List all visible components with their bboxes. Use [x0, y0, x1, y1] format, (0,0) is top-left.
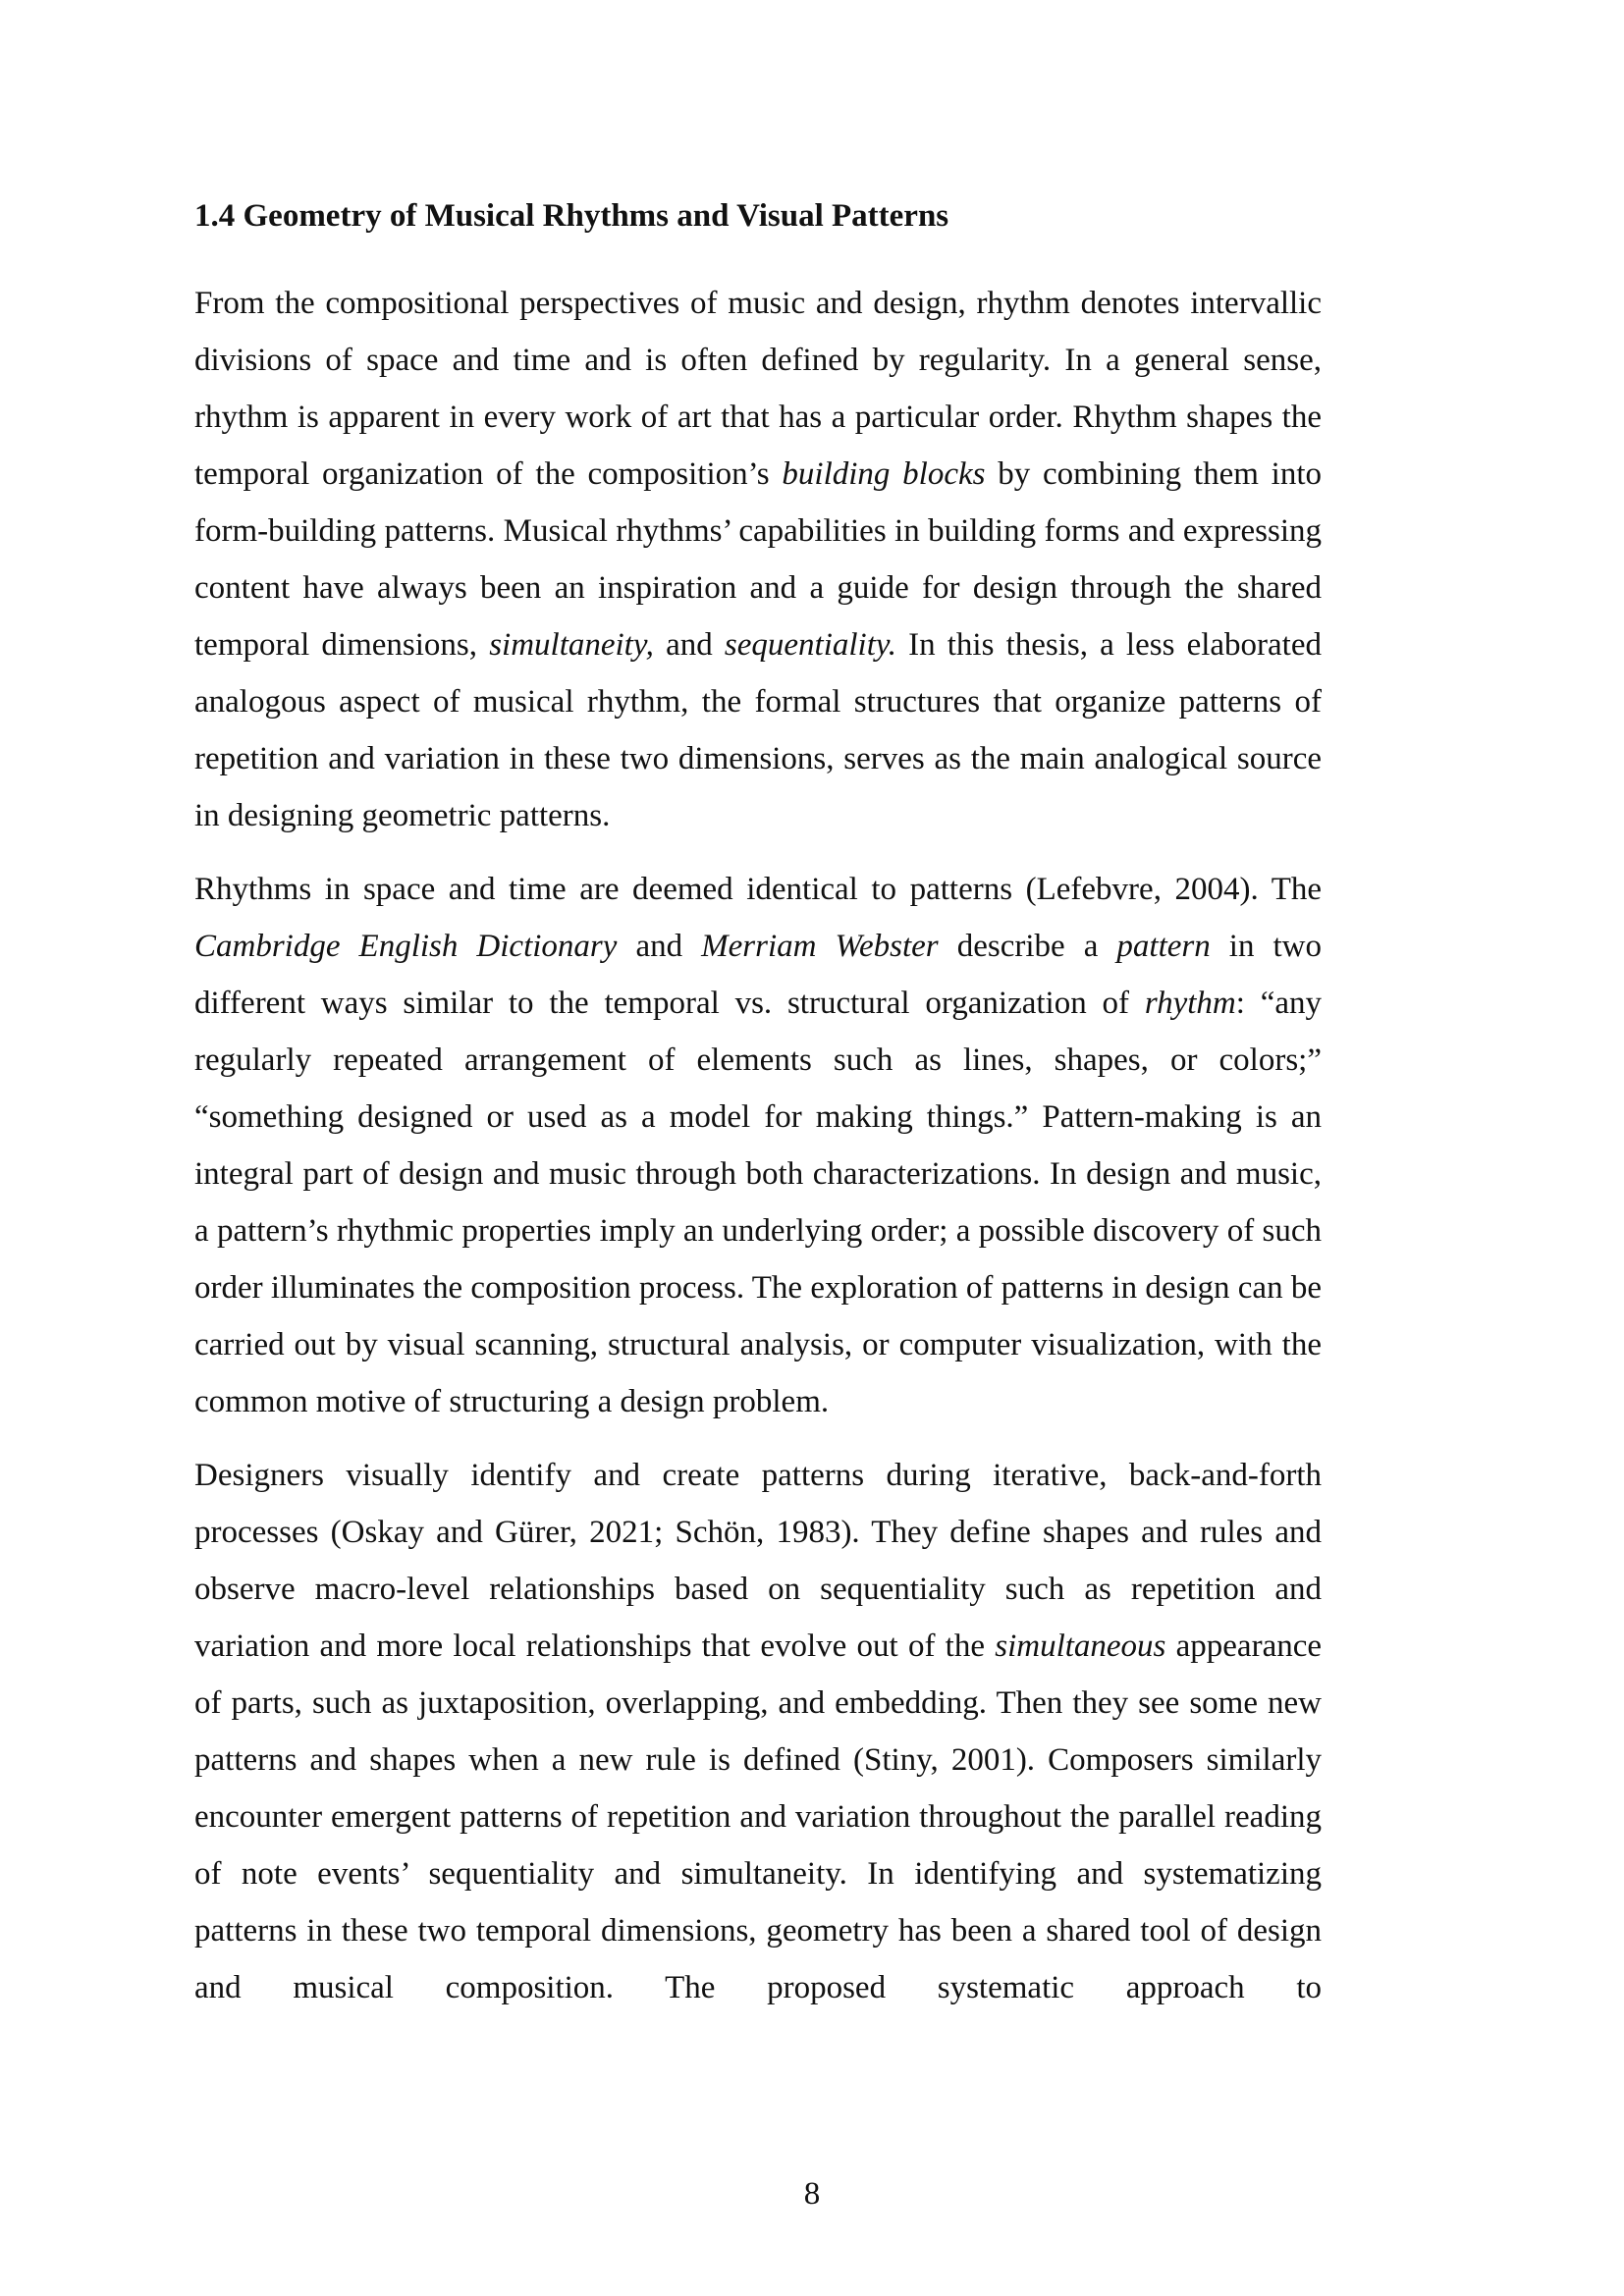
text-run: describe a	[938, 929, 1117, 964]
italic-text: rhythm	[1144, 986, 1236, 1021]
paragraph	[194, 275, 1322, 844]
italic-text: sequentiality.	[724, 627, 896, 663]
text-run: From the compositional perspectives of music and design, rhythm denotes intervallic divisions of space and time and is often defined by regularity. In a general sense, rhythm is apparent in every work of art that has a particular order. Rhythm shapes the temporal organization of the composition’s	[194, 286, 1322, 492]
text-run: Designers visually identify and create patterns during iterative, back-and-forth processes (Oskay and Gürer, 2021; Schön, 1983). They define shapes and rules and observe macro-level relationships based on sequentiality such as repetition and variation and more local relationships that evolve out of the	[194, 1458, 1322, 1664]
text-run: : “any regularly repeated arrangement of elements such as lines, shapes, or colors;” “something designed or used as a model for making things.” Pattern-making is an integral part of design and music through both characterizations. In design and music, a pattern’s rhythmic properties imply an underlying order; a possible discovery of such order illuminates the composition process. The exploration of patterns in design can be carried out by visual scanning, structural analysis, or computer visualization, with the common motive of structuring a design problem.	[194, 986, 1322, 1419]
italic-text: Cambridge English Dictionary	[194, 929, 618, 964]
text-run: In this thesis, a less elaborated analogous aspect of musical rhythm, the formal structures that organize patterns of repetition and variation in these two dimensions, serves as the main analogical source in designing geometric patterns.	[194, 627, 1322, 833]
text-run: in two different ways similar to the temporal vs. structural organization of	[194, 929, 1323, 1021]
paragraph	[194, 861, 1322, 1430]
italic-text: pattern	[1116, 929, 1211, 964]
italic-text: Merriam Webster	[701, 929, 939, 964]
text-run: appearance of parts, such as juxtaposition, overlapping, and embedding. Then they see some new patterns and shapes when a new rule is defined (Stiny, 2001). Composers similarly encounter emergent patterns of repetition and variation throughout the parallel reading of note events’ sequentiality and simultaneity. In identifying and systematizing patterns in these two temporal dimensions, geometry has been a shared tool of design and musical composition. The proposed systematic approach to	[194, 1629, 1323, 2005]
body-text	[194, 275, 1322, 2033]
text-run: and	[617, 929, 702, 964]
text-run: and	[653, 627, 725, 663]
italic-text: simultaneous	[995, 1629, 1166, 1664]
text-run: by combining them into form-building patterns. Musical rhythms’ capabilities in building forms and expressing content have always been an inspiration and a guide for design through the shared temporal dimensions,	[194, 456, 1322, 663]
section-heading: 1.4 Geometry of Musical Rhythms and Visual Patterns	[194, 198, 949, 234]
page-number: 8	[803, 2176, 821, 2212]
paragraph	[194, 1447, 1322, 2016]
italic-text: building blocks	[782, 456, 986, 492]
italic-text: simultaneity,	[489, 627, 654, 663]
text-run: Rhythms in space and time are deemed identical to patterns (Lefebvre, 2004). The	[194, 872, 1322, 907]
